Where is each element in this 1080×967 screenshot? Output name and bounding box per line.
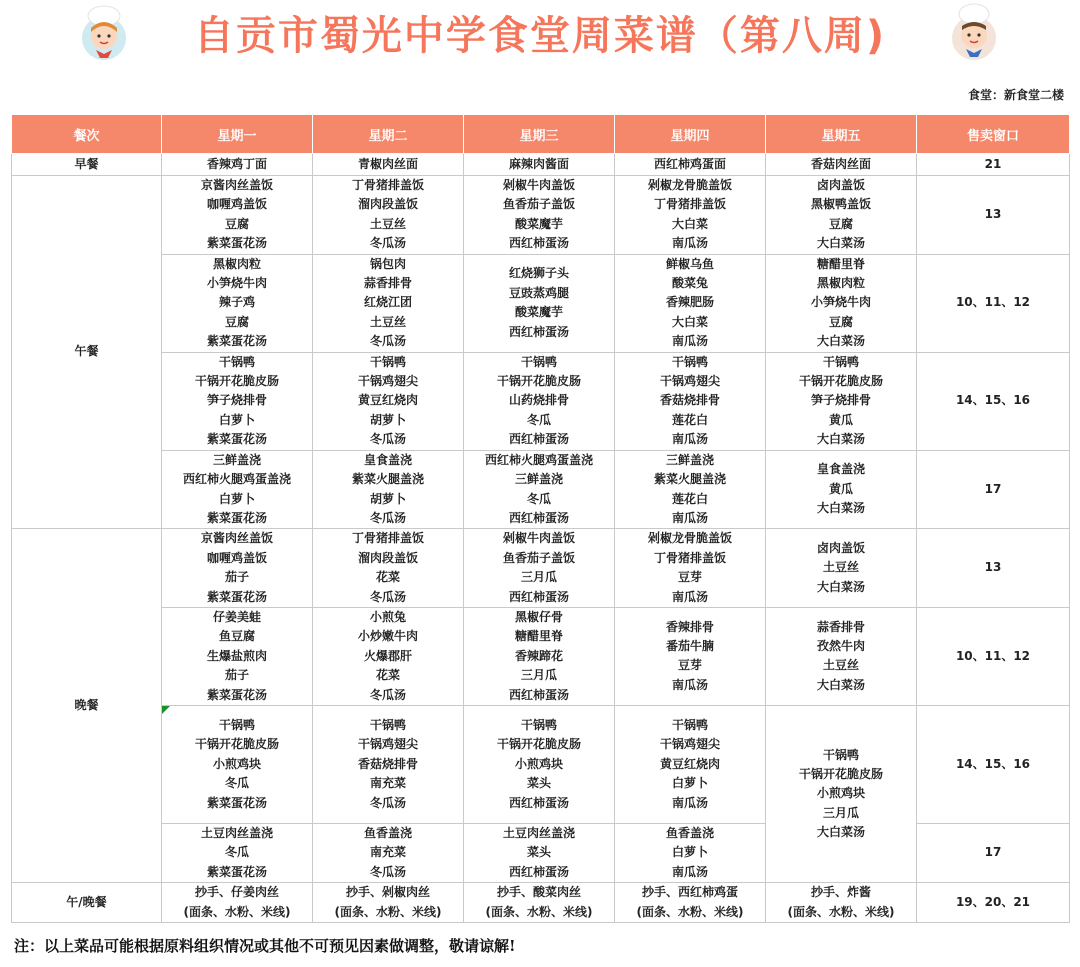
meal-lunch: 午餐 [12,176,162,529]
dish-item: 白萝卜 [671,845,708,860]
dish-item: 溜肉段盖饭 [357,197,418,212]
dish-item: 南瓜汤 [671,236,708,251]
dish-item: 干锅鸡翅尖 [659,374,720,389]
dish-item: 冬瓜汤 [369,795,406,810]
window-cell: 17 [917,823,1070,882]
dish-item: (面条、水粉、米线) [183,904,291,919]
table-row [12,254,1070,352]
header-wednesday: 星期三 [464,115,615,154]
dish-item: 咖喱鸡盖饭 [206,550,267,565]
dish-item: 鱼香茄子盖饭 [502,197,575,212]
dish-item: 南瓜汤 [671,510,708,525]
lunch-dinner-friday [766,883,917,923]
dish-item: 鲜椒乌鱼 [665,256,714,271]
dish-item: 黑椒肉粒 [816,276,865,291]
dish-item: 卤肉盖饭 [816,541,865,556]
dinner-monday [162,823,313,882]
dish-item: 锅包肉 [369,256,406,271]
dinner-tuesday [313,529,464,608]
lunch-wednesday [464,176,615,255]
dish-item: 小煎鸡块 [514,756,563,771]
dish-item: 鱼豆腐 [218,629,255,644]
header-monday: 星期一 [162,115,313,154]
dish-item: 三月瓜 [520,570,557,585]
dish-item: 干锅鸭 [822,747,859,762]
dish-item: 干锅开花脆皮肠 [194,374,279,389]
dish-item: 小煎鸡块 [212,756,261,771]
dish-item: 冬瓜汤 [369,864,406,879]
dish-item: 干锅鸭 [671,354,708,369]
dish-item: 干锅鸭 [369,354,406,369]
lunch-monday [162,254,313,352]
lunch-tuesday [313,352,464,450]
dish-item: 莲花白 [671,412,708,427]
dish-item: 冬瓜 [526,491,551,506]
dish-item: 生爆盐煎肉 [206,648,267,663]
dish-item: 干锅开花脆皮肠 [194,737,279,752]
dish-item: 豆腐 [224,314,249,329]
dish-item: 抄手、炸酱 [810,885,871,900]
dish-item: 溜肉段盖饭 [357,550,418,565]
dish-item: 干锅开花脆皮肠 [798,374,883,389]
dish-item: 小笋烧牛肉 [206,276,267,291]
dish-item: 花菜 [375,570,400,585]
dish-item: 黑椒鸭盖饭 [810,197,871,212]
dish-item: 大白菜 [671,216,708,231]
dish-item: 干锅开花脆皮肠 [798,766,883,781]
dish-item: 白萝卜 [218,412,255,427]
dish-item: 西红柿蛋汤 [508,510,569,525]
dish-item: 笋子烧排骨 [206,393,267,408]
lunch-friday [766,176,917,255]
dinner-wednesday [464,529,615,608]
table-row [12,154,1070,176]
window-cell: 10、11、12 [917,607,1070,705]
dish-item: (面条、水粉、米线) [787,904,895,919]
canteen-label: 食堂：新食堂二楼 [967,88,1064,102]
dish-item: 胡萝卜 [369,412,406,427]
dish-item: 茄子 [224,570,249,585]
lunch-friday [766,352,917,450]
dinner-wednesday [464,607,615,705]
lunch-wednesday [464,450,615,529]
dish-item: 菜头 [526,845,551,860]
dish-item: 干锅鸡翅尖 [357,737,418,752]
dish-item: 剁椒龙骨脆盖饭 [647,531,732,546]
dish-item: 紫菜蛋花汤 [206,510,267,525]
dish-item: 干锅鸭 [218,717,255,732]
dish-item: 西红柿蛋汤 [508,864,569,879]
dish-item: 糖醋里脊 [514,629,563,644]
dish-item: 抄手、仔姜肉丝 [194,885,279,900]
dish-item: 紫菜蛋花汤 [206,687,267,702]
lunch-friday [766,254,917,352]
lunch-dinner-tuesday [313,883,464,923]
lunch-thursday [615,254,766,352]
dish-item: 仔姜美蛙 [212,609,261,624]
dinner-friday [766,529,917,608]
dish-item: 大白菜汤 [816,432,865,447]
dish-item: 黄瓜 [828,412,853,427]
dinner-thursday [615,705,766,823]
dish-item: 豆腐 [828,216,853,231]
table-row [12,450,1070,529]
dish-item: (面条、水粉、米线) [485,904,593,919]
dish-item: 三月瓜 [822,805,859,820]
dish-item: 剁椒牛肉盖饭 [502,531,575,546]
table-row [12,352,1070,450]
dish-item: 辣子鸡 [218,295,255,310]
dish-item: 豆芽 [677,658,702,673]
meal-breakfast: 早餐 [12,154,162,176]
header-meal: 餐次 [12,115,162,154]
lunch-tuesday [313,254,464,352]
lunch-dinner-thursday [615,883,766,923]
dish-item: 干锅鸭 [520,717,557,732]
menu-body [12,154,1070,923]
dish-item: 大白菜汤 [816,677,865,692]
dish-item: 番茄牛腩 [665,639,714,654]
dish-item: 冬瓜汤 [369,589,406,604]
dinner-tuesday [313,607,464,705]
table-row [12,607,1070,705]
dish-item: 香辣肥肠 [665,295,714,310]
dinner-wednesday [464,823,615,882]
dish-item: 紫菜蛋花汤 [206,589,267,604]
menu-table [11,114,1070,923]
lunch-friday [766,450,917,529]
header-friday: 星期五 [766,115,917,154]
dish-item: 蒜香排骨 [816,619,865,634]
dish-item: 京酱肉丝盖饭 [200,531,273,546]
window-cell: 21 [917,154,1070,176]
dish-item: 土豆丝 [369,314,406,329]
dish-item: 土豆丝 [822,560,859,575]
breakfast-tuesday: 青椒肉丝面 [313,154,464,176]
dish-item: 酸菜魔芋 [514,216,563,231]
breakfast-monday: 香辣鸡丁面 [162,154,313,176]
header-tuesday: 星期二 [313,115,464,154]
dish-item: 干锅开花脆皮肠 [496,737,581,752]
header-window: 售卖窗口 [917,115,1070,154]
dish-item: 抄手、酸菜肉丝 [496,885,581,900]
dish-item: 酸菜魔芋 [514,305,563,320]
dish-item: 孜然牛肉 [816,639,865,654]
dish-item: 香菇烧排骨 [659,393,720,408]
dish-item: 酸菜兔 [671,276,708,291]
dish-item: 小煎兔 [369,609,406,624]
footnote: 注：以上菜品可能根据原料组织情况或其他不可预见因素做调整，敬请谅解! [14,937,516,955]
dish-item: 大白菜汤 [816,236,865,251]
dish-item: 菜头 [526,776,551,791]
dish-item: 大白菜汤 [816,501,865,516]
dish-item: 鱼香茄子盖饭 [502,550,575,565]
dish-item: 大白菜 [671,314,708,329]
dish-item: 西红柿蛋汤 [508,432,569,447]
dish-item: 紫菜蛋花汤 [206,864,267,879]
lunch-thursday [615,450,766,529]
dinner-tuesday [313,823,464,882]
window-cell: 13 [917,176,1070,255]
table-row [12,529,1070,608]
dish-item: 冬瓜汤 [369,236,406,251]
header-thursday: 星期四 [615,115,766,154]
window-cell: 17 [917,450,1070,529]
dish-item: 西红柿蛋汤 [508,324,569,339]
dish-item: 干锅鸭 [822,354,859,369]
dish-item: 干锅开花脆皮肠 [496,374,581,389]
lunch-thursday [615,352,766,450]
dish-item: 抄手、西红柿鸡蛋 [641,885,738,900]
dish-item: 南充菜 [369,845,406,860]
table-row [12,176,1070,255]
dish-item: 冬瓜 [526,412,551,427]
lunch-monday [162,176,313,255]
dish-item: 京酱肉丝盖饭 [200,178,273,192]
dish-item: 豆腐 [224,216,249,231]
window-cell: 19、20、21 [917,883,1070,923]
dish-item: 丁骨猪排盖饭 [653,197,726,212]
dish-item: 西红柿蛋汤 [508,236,569,251]
dish-item: 冬瓜汤 [369,510,406,525]
breakfast-friday: 香菇肉丝面 [766,154,917,176]
dish-item: 花菜 [375,668,400,683]
dish-item: 糖醋里脊 [816,256,865,271]
dish-item: 干锅鸭 [520,354,557,369]
dish-item: 干锅鸭 [218,354,255,369]
dish-item: 剁椒牛肉盖饭 [502,178,575,192]
dish-item: 皇食盖浇 [363,452,412,467]
dish-item: 冬瓜汤 [369,334,406,349]
dish-item: 香辣排骨 [665,619,714,634]
dish-item: 笋子烧排骨 [810,393,871,408]
dish-item: 西红柿蛋汤 [508,795,569,810]
dish-item: 红烧狮子头 [508,266,569,281]
lunch-thursday [615,176,766,255]
dish-item: 丁骨猪排盖饭 [351,178,424,192]
dish-item: 南瓜汤 [671,864,708,879]
dish-item: 火爆郡肝 [363,648,412,663]
dish-item: 南瓜汤 [671,334,708,349]
dinner-thursday [615,823,766,882]
dish-item: 紫菜蛋花汤 [206,795,267,810]
dish-item: 土豆肉丝盖浇 [200,825,273,840]
dish-item: 大白菜汤 [816,334,865,349]
dish-item: 土豆肉丝盖浇 [502,825,575,840]
dish-item: 黑椒仔骨 [514,609,563,624]
dinner-monday [162,607,313,705]
dinner-thursday [615,529,766,608]
dish-item: 咖喱鸡盖饭 [206,197,267,212]
dish-item: 冬瓜汤 [369,432,406,447]
dish-item: 黄豆红烧肉 [357,393,418,408]
window-cell: 14、15、16 [917,352,1070,450]
dish-item: 紫菜火腿盖浇 [351,472,424,487]
lunch-tuesday [313,450,464,529]
dish-item: 剁椒龙骨脆盖饭 [647,178,732,192]
dish-item: 西红柿蛋汤 [508,589,569,604]
dish-item: 小炒嫩牛肉 [357,629,418,644]
dish-item: 三鲜盖浇 [212,452,261,467]
meal-dinner: 晚餐 [12,529,162,883]
dish-item: (面条、水粉、米线) [636,904,744,919]
dish-item: 西红柿火腿鸡蛋盖浇 [182,472,291,487]
dish-item: 大白菜汤 [816,579,865,594]
dish-item: 鱼香盖浇 [363,825,412,840]
dinner-tuesday [313,705,464,823]
dish-item: 皇食盖浇 [816,462,865,477]
dish-item: 冬瓜 [224,845,249,860]
dinner-friday [766,607,917,705]
lunch-dinner-wednesday [464,883,615,923]
dish-item: 干锅鸡翅尖 [659,737,720,752]
lunch-wednesday [464,352,615,450]
dish-item: 紫菜蛋花汤 [206,432,267,447]
dish-item: 紫菜蛋花汤 [206,236,267,251]
dish-item: 茄子 [224,668,249,683]
dish-item: 三鲜盖浇 [514,472,563,487]
dinner-wednesday [464,705,615,823]
dish-item: 冬瓜 [224,776,249,791]
window-cell: 13 [917,529,1070,608]
dish-item: 紫菜蛋花汤 [206,334,267,349]
header-row [12,115,1070,154]
window-cell: 10、11、12 [917,254,1070,352]
dinner-friday [766,705,917,882]
dish-item: 红烧江团 [363,295,412,310]
dish-item: 干锅鸭 [369,717,406,732]
lunch-dinner-monday [162,883,313,923]
dish-item: 紫菜火腿盖浇 [653,472,726,487]
page-title: 自贡市蜀光中学食堂周菜谱（第八周) [193,13,887,59]
dish-item: 南瓜汤 [671,677,708,692]
dish-item: 白萝卜 [671,776,708,791]
dish-item: 豆腐 [828,314,853,329]
dish-item: 小笋烧牛肉 [810,295,871,310]
dish-item: 卤肉盖饭 [816,178,865,192]
breakfast-thursday: 西红柿鸡蛋面 [615,154,766,176]
window-cell: 14、15、16 [917,705,1070,823]
dinner-thursday [615,607,766,705]
dish-item: 黄瓜 [828,481,853,496]
dish-item: 小煎鸡块 [816,786,865,801]
dish-item: 冬瓜汤 [369,687,406,702]
dish-item: 黄豆红烧肉 [659,756,720,771]
dish-item: 土豆丝 [822,658,859,673]
dish-item: 土豆丝 [369,216,406,231]
lunch-tuesday [313,176,464,255]
dish-item: 白萝卜 [218,491,255,506]
dish-item: 大白菜汤 [816,825,865,840]
dish-item: 抄手、剁椒肉丝 [345,885,430,900]
dish-item: 丁骨猪排盖饭 [351,531,424,546]
dinner-monday [162,705,313,823]
dish-item: 山药烧排骨 [508,393,569,408]
dinner-monday [162,529,313,608]
breakfast-wednesday: 麻辣肉酱面 [464,154,615,176]
dish-item: 南充菜 [369,776,406,791]
dish-item: 干锅鸭 [671,717,708,732]
dish-item: 莲花白 [671,491,708,506]
dish-item: 豆芽 [677,570,702,585]
dish-item: 鱼香盖浇 [665,825,714,840]
dish-item: 胡萝卜 [369,491,406,506]
meal-lunch-dinner: 午/晚餐 [12,883,162,923]
dish-item: 香辣蹄花 [514,648,563,663]
lunch-monday [162,450,313,529]
dish-item: (面条、水粉、米线) [334,904,442,919]
dish-item: 西红柿蛋汤 [508,687,569,702]
lunch-monday [162,352,313,450]
dish-item: 豆豉蒸鸡腿 [508,285,569,300]
dish-item: 丁骨猪排盖饭 [653,550,726,565]
table-row [12,705,1070,823]
dish-item: 南瓜汤 [671,795,708,810]
dish-item: 黑椒肉粒 [212,256,261,271]
dish-item: 干锅鸡翅尖 [357,374,418,389]
dish-item: 三鲜盖浇 [665,452,714,467]
dish-item: 香菇烧排骨 [357,756,418,771]
dish-item: 南瓜汤 [671,589,708,604]
dish-item: 三月瓜 [520,668,557,683]
dish-item: 蒜香排骨 [363,276,412,291]
dish-item: 南瓜汤 [671,432,708,447]
dish-item: 西红柿火腿鸡蛋盖浇 [484,452,593,467]
table-row [12,883,1070,923]
comment-marker-icon [162,706,170,714]
lunch-wednesday [464,254,615,352]
